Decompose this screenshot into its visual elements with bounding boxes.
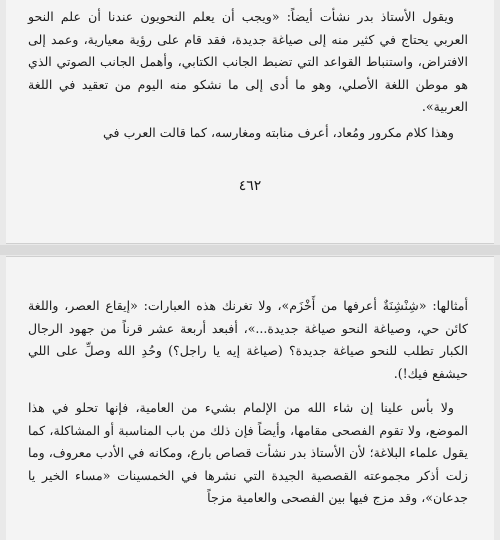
page-divider xyxy=(0,245,500,255)
page-number: ٤٦٢ xyxy=(238,178,262,194)
bottom-paragraph-1: أمثالها: «شِنْشِنَةٌ أعرفها من أَخْزَم»، ولا تغرنك هذه العبارات: «إيقاع العصر، واللغة كائن حي، وصياغة النحو صياغة جديدة...»، أفبعد أربعة عشر قرناً من جهود الرجال الكبار تطلب للنحو صياغة جديدة؟ (صياغة إيه يا راجل؟) وحُدِ الله وصلِّ على اللي حيشفع فيك!). xyxy=(28,298,468,381)
top-paragraph-1: ويقول الأستاذ بدر نشأت أيضاً: «ويجب أن يعلم النحويون عندنا أن علم النحو العربي يحتاج في كثير منه إلى صياغة جديدة، فقد قام على رؤية معيارية، وعمد إلى الافتراض، واستنباط القواعد التي تضبط الجانب الكتابي، وأهمل الجانب الصوتي الذي هو موطن اللغة الأصلي، وهو ما أدى إلى ما نشكو منه اليوم من تعقيد في اللغة العربية». xyxy=(28,9,468,114)
bottom-page xyxy=(6,256,494,540)
top-paragraph-2: وهذا كلام مكرور ومُعاد، أعرف منابته ومغارسه، كما قالت العرب في xyxy=(103,124,454,140)
bottom-paragraph-2: ولا بأس علينا إن شاء الله من الإلمام بشيء من العامية، فإنها تحلو في هذا الموضع، ولا تقوم الفصحى مقامها، وأيضاً فإن ذلك من باب المناسبة أو المشاكلة، كما يقول علماء البلاغة؛ لأن الأستاذ بدر نشأت قصاص بارع، ومكانه في الأدب معروف، وما زلت أذكر مجموعته القصصية الجيدة التي نشرها في الخمسينات «مساء الخير يا جدعان»، وقد مزج فيها بين الفصحى والعامية مزجاً xyxy=(28,400,468,505)
top-page xyxy=(6,0,494,244)
